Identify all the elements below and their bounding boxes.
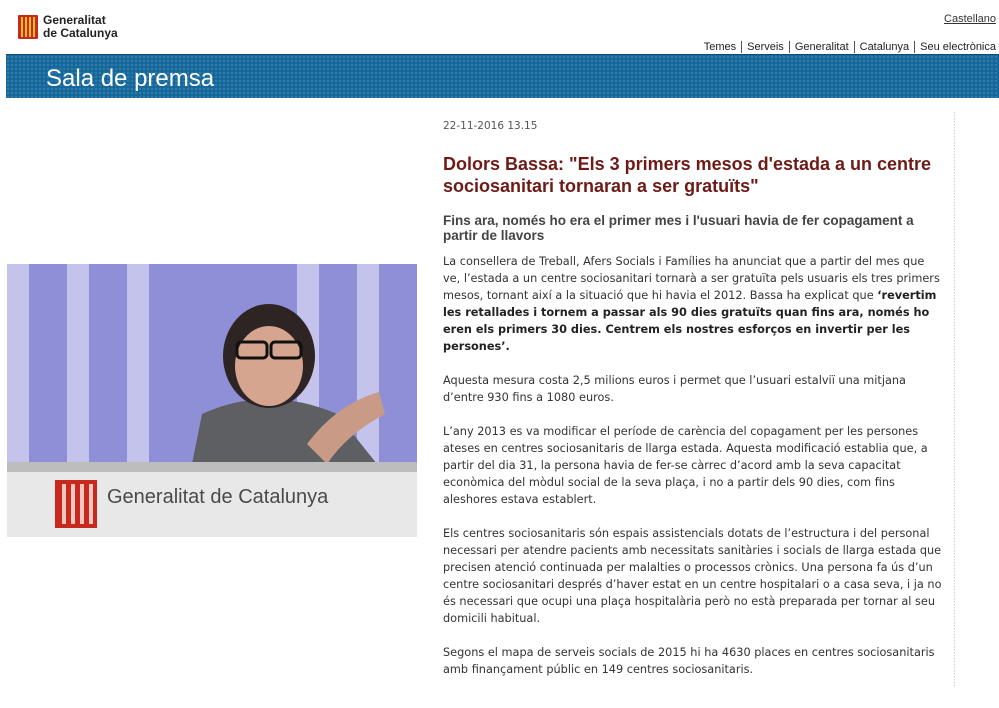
nav-item-temes[interactable]: Temes — [703, 41, 737, 53]
article-paragraph-3: L’any 2013 es va modificar el període de carència del copagament per les persones ateses en centres sociosanitaris de llarga estada. Aquesta modificació establia que, a partir del dia 31, la persona havia de fer-se càrrec d’acord amb la seva capacitat econòmica del mòdul social de la seva plaça, i no a partir dels 90 dies, com fins aleshores estava establert. — [443, 425, 928, 506]
article-paragraph-5: Segons el mapa de serveis socials de 2015 hi ha 4630 places en centres sociosanitaris amb finançament públic en 149 centres sociosanitaris. — [443, 646, 935, 676]
nav-item-serveis[interactable]: Serveis — [741, 41, 789, 53]
top-nav — [699, 41, 996, 53]
language-link-castellano[interactable]: Castellano — [944, 13, 996, 25]
logo-text — [43, 14, 118, 40]
logo-line-1: Generalitat — [43, 13, 106, 27]
nav-item-generalitat[interactable]: Generalitat — [789, 41, 854, 53]
banner-title[interactable]: Sala de premsa — [46, 65, 215, 92]
article-paragraph-1 — [443, 253, 943, 355]
article-subheadline: Fins ara, només ho era el primer mes i l'usuari havia de fer copagament a partir de llavors — [443, 213, 914, 243]
article-photo — [7, 264, 417, 537]
logo-line-2: de Catalunya — [43, 26, 118, 40]
site-header — [0, 0, 999, 54]
section-banner — [6, 54, 999, 98]
paragraph-1-quote: ‘revertim les retallades i tornem a passar als 90 dies gratuïts quan fins ara, només ho eren els primers 30 dies. Centrem els nostres esforços en invertir per les persones’. — [443, 289, 937, 353]
article-paragraph-2: Aquesta mesura costa 2,5 milions euros i permet que l’usuari estalviï una mitjana d’entre 930 fins a 1080 euros. — [443, 374, 906, 404]
article-body — [443, 253, 943, 695]
article-headline: Dolors Bassa: "Els 3 primers mesos d'estada a un centre sociosanitari tornaran a ser gratuïts" — [443, 154, 932, 196]
senyera-icon — [18, 15, 38, 39]
paragraph-1-intro: La consellera de Treball, Afers Socials i Famílies ha anunciat que a partir del mes que ve, l’estada a un centre sociosanitari tornarà a ser gratuïta pels usuaris els tres primers mesos, tornant així a la situació que hi havia el 2012. Bassa ha explicat que — [443, 255, 940, 302]
article-date: 22-11-2016 13.15 — [443, 120, 538, 132]
article-paragraph-4: Els centres sociosanitaris són espais assistencials dotats de l’estructura i del personal necessari per atendre pacients amb necessitats sanitàries i socials de llarga estada que precisen atenció continuada per malalties o processos crònics. Una persona fa ús d’un centre sociosanitari després d’haver estat en un centre hospitalari o a casa seva, i ja no és necessari que ocupi una plaça hospitalària però no està preparada per tornar al seu domicili habitual. — [443, 527, 942, 625]
column-divider — [954, 112, 955, 688]
photo-sign-text: Generalitat de Catalunya — [107, 486, 329, 508]
nav-item-seu-electronica[interactable]: Seu electrònica — [914, 41, 996, 53]
generalitat-logo[interactable] — [18, 14, 118, 40]
nav-item-catalunya[interactable]: Catalunya — [854, 41, 915, 53]
